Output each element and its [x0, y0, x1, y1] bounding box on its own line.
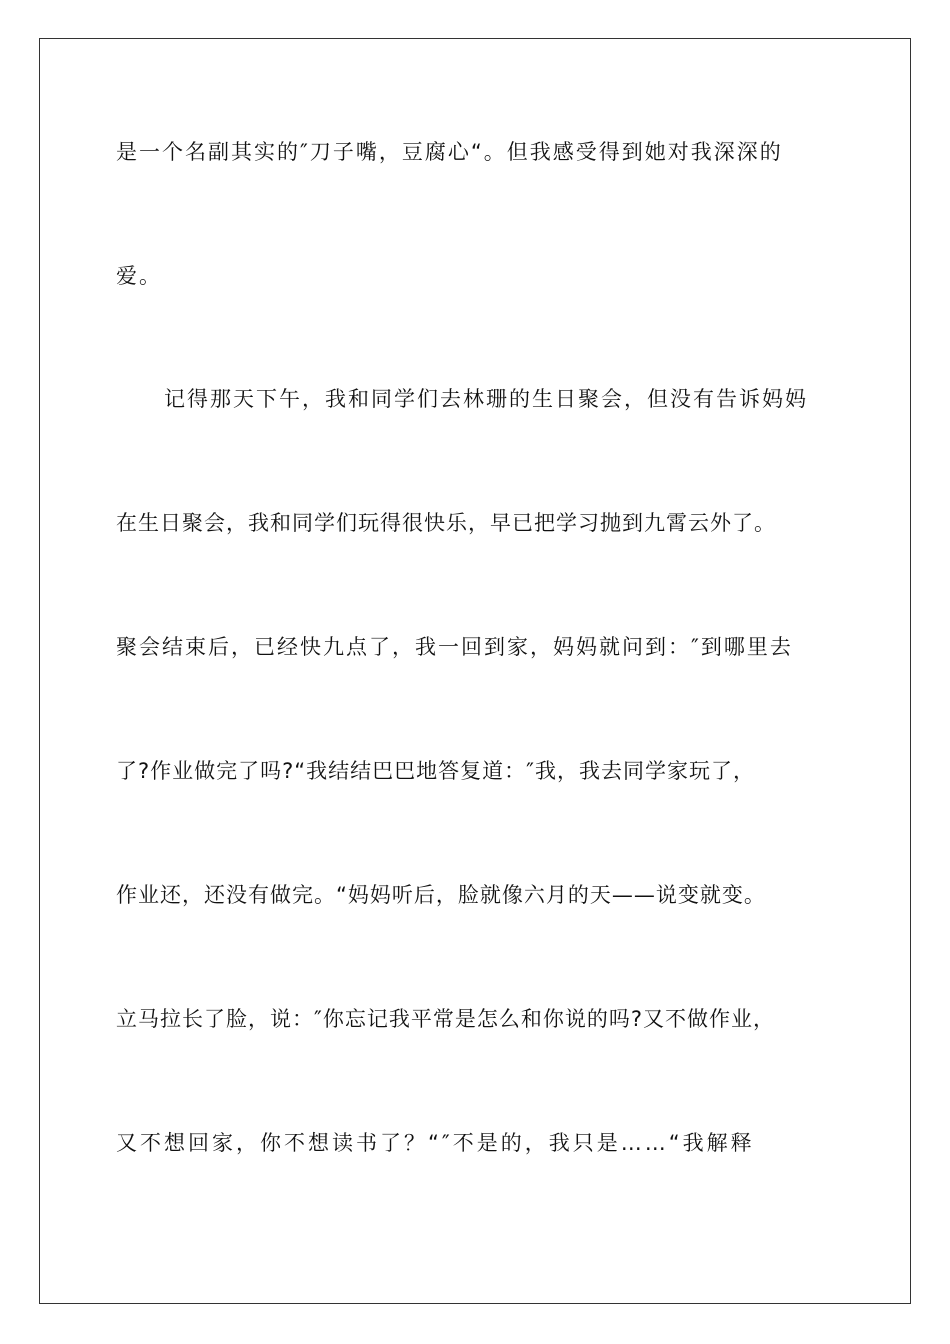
text-line-2: 爱。	[116, 264, 162, 288]
text-line-6: 了?作业做完了吗?“我结结巴巴地答复道：″我，我去同学家玩了，	[116, 759, 756, 783]
text-line-3: 记得那天下午，我和同学们去林珊的生日聚会，但没有告诉妈妈	[164, 387, 808, 411]
text-line-5: 聚会结束后，已经快九点了，我一回到家，妈妈就问到：″到哪里去	[116, 635, 793, 659]
text-line-1: 是一个名副其实的″刀子嘴，豆腐心“。但我感受得到她对我深深的	[116, 140, 783, 164]
text-line-9: 又不想回家，你不想读书了？“″不是的，我只是……“我解释	[116, 1131, 755, 1155]
text-line-4: 在生日聚会，我和同学们玩得很快乐，早已把学习抛到九霄云外了。	[116, 511, 776, 535]
text-line-8: 立马拉长了脸，说：″你忘记我平常是怎么和你说的吗?又不做作业，	[116, 1007, 775, 1031]
text-line-7: 作业还，还没有做完。“妈妈听后，脸就像六月的天——说变就变。	[116, 883, 766, 907]
page-border	[39, 38, 911, 1304]
